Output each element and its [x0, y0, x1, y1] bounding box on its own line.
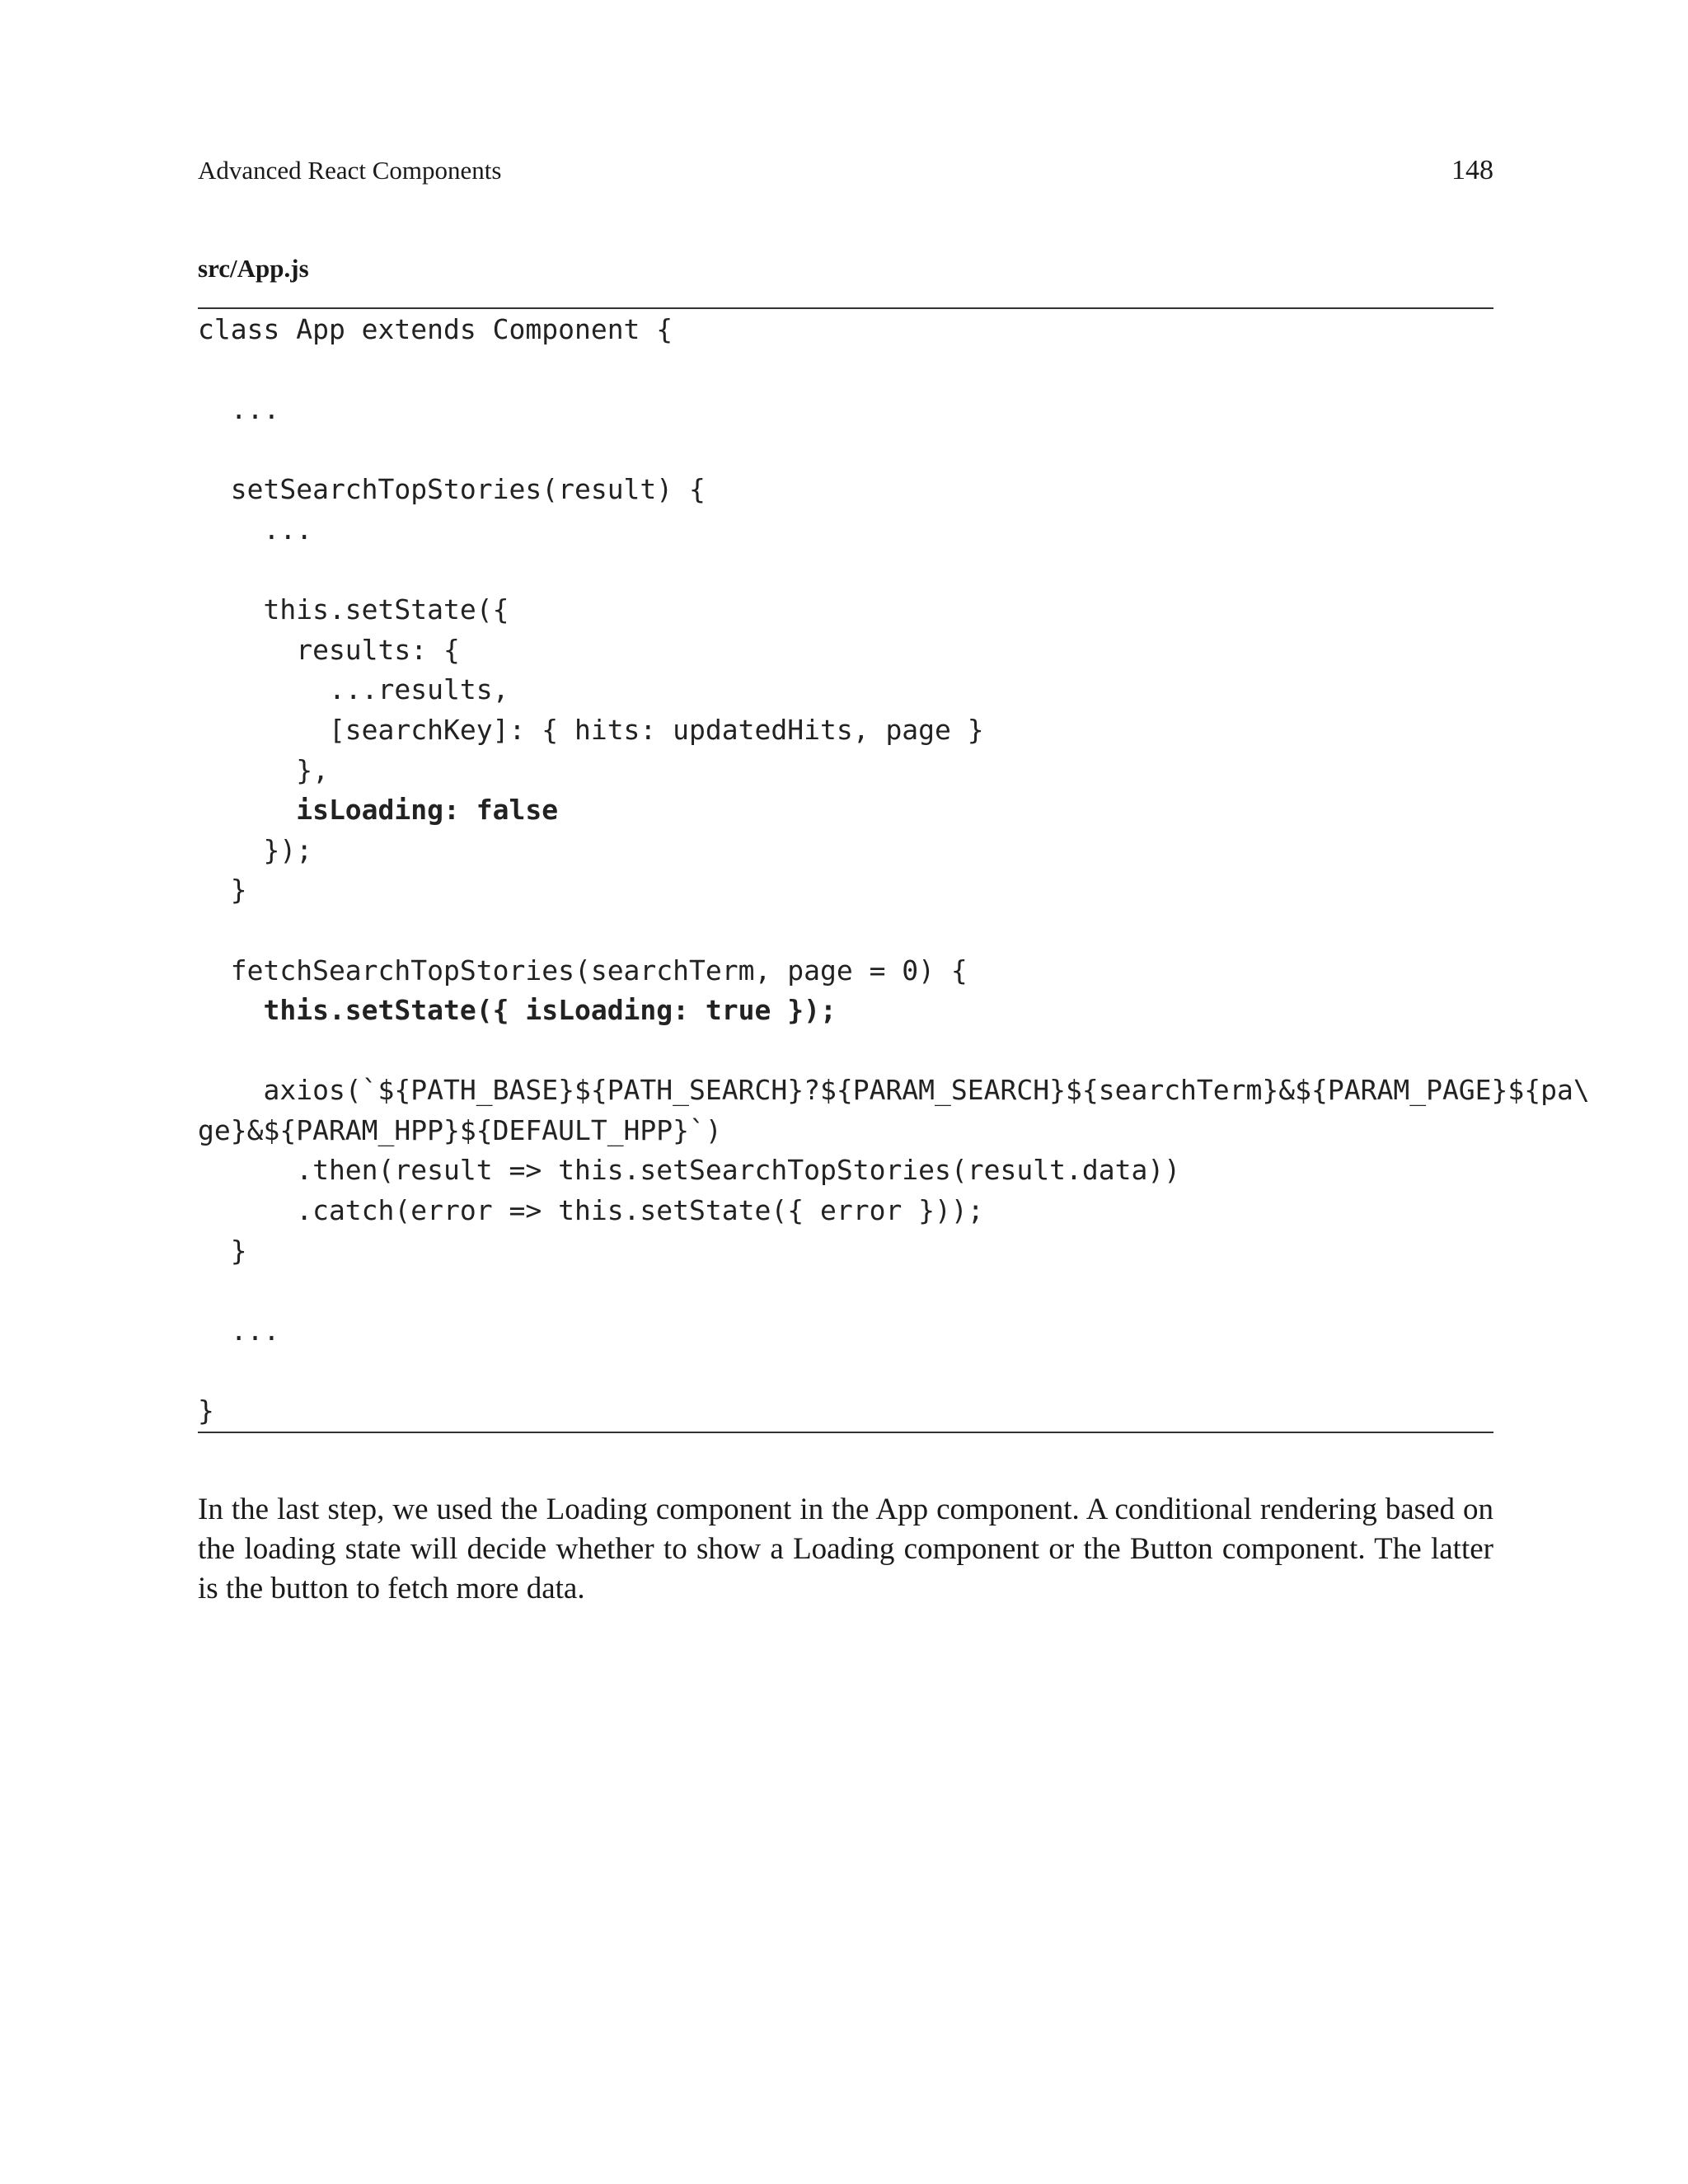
- code-line: }: [198, 874, 247, 907]
- code-line: [198, 350, 1493, 391]
- code-line: }: [198, 1234, 247, 1267]
- code-line: ge}&${PARAM_HPP}${DEFAULT_HPP}`): [198, 1113, 722, 1146]
- body-paragraph: In the last step, we used the Loading component in the App component. A conditional rendering based on the loading state will decide whether to show a Loading component or the Button component. The latter is the button to fetch more data.: [198, 1493, 1493, 1605]
- code-line: [198, 1351, 1493, 1391]
- chapter-title: Advanced React Components: [198, 156, 502, 185]
- code-line: axios(`${PATH_BASE}${PATH_SEARCH}?${PARAM_SEARCH}${searchTerm}&${PARAM_PAGE}${pa\: [198, 1074, 1590, 1107]
- listing-bottom-rule: [198, 1432, 1493, 1433]
- code-line: .catch(error => this.setState({ error }));: [198, 1194, 984, 1227]
- code-line: isLoading: false: [198, 794, 559, 827]
- code-line: ...results,: [198, 673, 509, 706]
- code-line: this.setState({ isLoading: true });: [198, 994, 837, 1027]
- code-line: }: [198, 1394, 214, 1427]
- code-line: ...: [198, 513, 313, 546]
- code-line: setSearchTopStories(result) {: [198, 473, 706, 506]
- code-line: fetchSearchTopStories(searchTerm, page = 0) {: [198, 954, 968, 987]
- page-number: 148: [1451, 155, 1493, 185]
- running-header: [198, 155, 1493, 186]
- code-listing: [198, 310, 1590, 1432]
- code-line: [searchKey]: { hits: updatedHits, page }: [198, 713, 984, 746]
- code-line: ...: [198, 1314, 280, 1347]
- code-line: ...: [198, 393, 280, 426]
- code-line: [198, 551, 1493, 591]
- code-line: class App extends Component {: [198, 313, 673, 345]
- code-line: [198, 1031, 1493, 1071]
- code-line: },: [198, 753, 329, 786]
- code-line: results: {: [198, 633, 460, 666]
- listing-caption: src/App.js: [198, 254, 309, 283]
- code-line: .then(result => this.setSearchTopStories(result.data)): [198, 1154, 1181, 1187]
- code-line: [198, 911, 1493, 951]
- code-line: [198, 430, 1493, 471]
- code-line: this.setState({: [198, 593, 509, 626]
- listing-top-rule: [198, 307, 1493, 309]
- book-page: [198, 0, 1590, 2184]
- code-line: });: [198, 833, 313, 866]
- code-line: [198, 1271, 1493, 1311]
